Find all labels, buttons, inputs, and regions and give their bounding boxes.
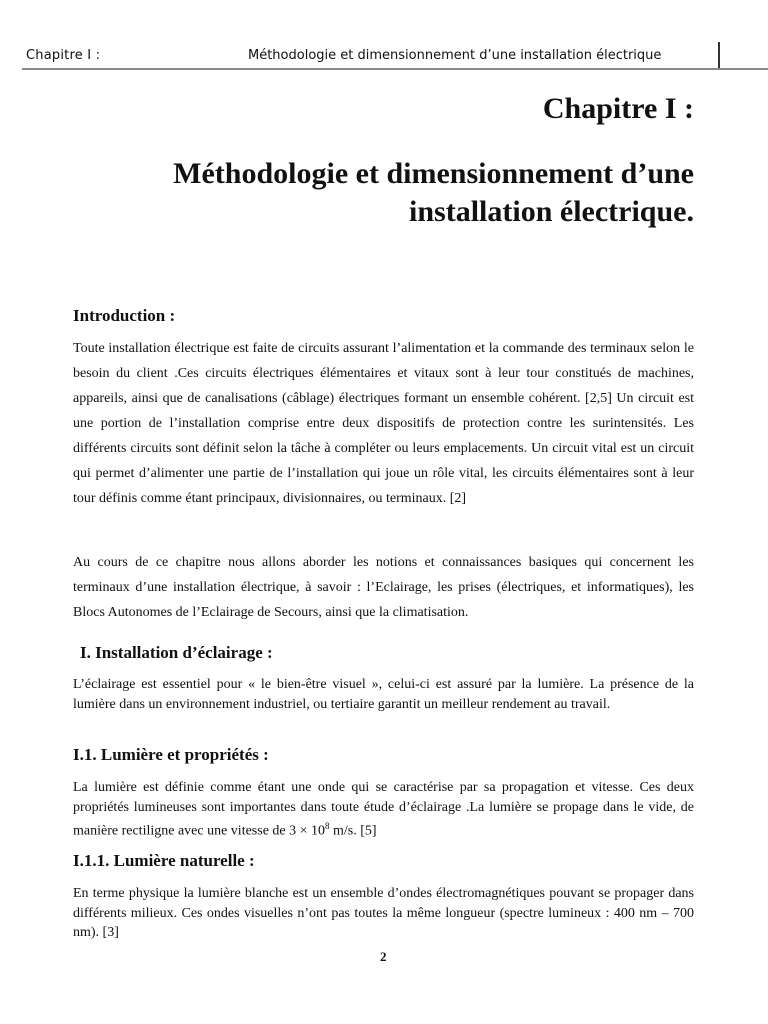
intro-paragraph-2: Au cours de ce chapitre nous allons aborder les notions et connaissances basiques qui concernent les terminaux d’une installation électrique, à savoir : l’Eclairage, les prises (électriques, et informatiques), les Blocs Autonomes de l’Eclairage de Secours, ainsi que la climatisation. bbox=[73, 555, 694, 620]
section-1-1-text: La lumière est définie comme étant une onde qui se caractérise par sa propagation et vitesse. Ces deux propriétés lumineuses sont importantes dans toute étude d’éclairage .La lumière se propage dans le vide, de manière rectiligne avec une vitesse de 3 × 10 bbox=[73, 780, 694, 839]
section-1-1-1-heading: I.1.1. Lumière naturelle : bbox=[73, 851, 255, 870]
chapter-title: Chapitre I : bbox=[542, 92, 694, 125]
section-1-1-paragraph bbox=[73, 778, 694, 841]
section-1-1-1-paragraph: En terme physique la lumière blanche est un ensemble d’ondes électromagnétiques pouvant se propager dans différents milieux. Ces ondes visuelles n’ont pas toutes la même longueur (spectre lumineux : 400 nm – 700 nm). [3] bbox=[73, 886, 694, 940]
exponent: 8 bbox=[325, 821, 330, 831]
section-1-1-text-end: m/s. [5] bbox=[329, 823, 377, 839]
section-1-paragraph: L’éclairage est essentiel pour « le bien-être visuel », celui-ci est assuré par la lumière. La présence de la lumière dans un environnement industriel, ou tertiaire garantit un meilleur rendement au travail. bbox=[73, 677, 694, 712]
intro-paragraph-1: Toute installation électrique est faite de circuits assurant l’alimentation et la commande des terminaux selon le besoin du client .Ces circuits électriques élémentaires et vitaux sont à leur tour constitués de machines, appareils, ainsi que de canalisations (câblage) électriques formant un ensemble cohérent. [2,5] Un circuit est une portion de l’installation comprise entre deux dispositifs de protection contre les surintensités. Les différents circuits sont définit selon la tâche à compléter ou leurs emplacements. Un circuit vital est un circuit qui permet d’alimenter une partie de l’installation qui joue un rôle vital, les circuits élémentaires sont à leur tour définis comme étant principaux, divisionnaires, ou terminaux. [2] bbox=[73, 341, 694, 506]
section-1-1-heading: I.1. Lumière et propriétés : bbox=[73, 745, 269, 764]
section-1-heading: I. Installation d’éclairage : bbox=[80, 643, 273, 662]
running-header-left: Chapitre I : bbox=[26, 48, 101, 63]
running-header-right: Méthodologie et dimensionnement d’une installation électrique bbox=[248, 48, 662, 63]
chapter-subtitle-line2: installation électrique. bbox=[409, 195, 694, 228]
page-number: 2 bbox=[380, 949, 387, 964]
header-vertical-bar bbox=[718, 42, 720, 68]
intro-heading: Introduction : bbox=[73, 306, 176, 325]
header-rule bbox=[22, 68, 768, 70]
chapter-subtitle-line1: Méthodologie et dimensionnement d’une bbox=[173, 157, 694, 190]
